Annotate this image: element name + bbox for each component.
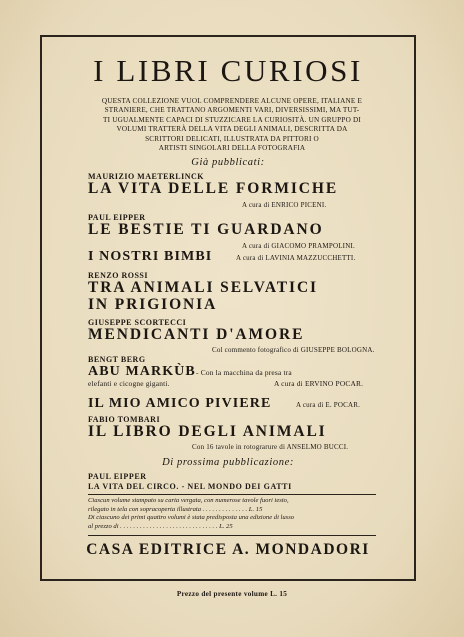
book-title: LE BESTIE TI GUARDANO: [88, 221, 324, 238]
edition-note-line: Di ciascuno dei primi quattro volumi è stata predisposta una edizione di lusso: [88, 514, 295, 522]
intro-line: SCRITTORI DELICATI, ILLUSTRATA DA PITTORI O: [145, 134, 319, 143]
book-title: ABU MARKÙB: [88, 364, 196, 379]
upcoming-heading: Di prossima pubblicazione:: [162, 457, 294, 468]
book-title: LA VITA DELLE FORMICHE: [88, 180, 339, 197]
published-heading: Già pubblicati:: [191, 157, 265, 168]
cover-content: [46, 41, 410, 575]
divider: [88, 494, 376, 495]
author-name: PAUL EIPPER: [88, 213, 146, 222]
book-curator: Con 16 tavole in rotograrure di ANSELMO BUCCI.: [192, 443, 349, 451]
intro-line: QUESTA COLLEZIONE VUOL COMPRENDERE ALCUNE OPERE, ITALIANE E: [101, 97, 363, 105]
publisher-name: CASA EDITRICE A. MONDADORI: [86, 541, 370, 558]
book-curator: A cura di E. POCAR.: [296, 401, 361, 409]
author-name: RENZO ROSSI: [88, 271, 148, 280]
divider: [88, 535, 376, 536]
edition-note-line: rilegato in tela con sopracoperta illustrata . . . . . . . . . . . . . . L. 15: [88, 505, 263, 513]
book-subtitle: - Con la macchina da presa tra: [196, 368, 292, 377]
intro-line: STRANIERE, CHE TRATTANO ARGOMENTI VARI, DIVERSISSIMI, MA TUT-: [104, 106, 360, 115]
book-curator: Col commento fotografico di GIUSEPPE BOLOGNA.: [212, 346, 375, 354]
edition-note-line: Ciascun volume stampato su carta vergata, con numerose tavole fuori testo,: [88, 497, 289, 504]
intro-line: VOLUMI TRATTERÀ DELLA VITA DEGLI ANIMALI, DESCRITTA DA: [116, 125, 348, 134]
book-title: I NOSTRI BIMBI: [88, 249, 213, 264]
edition-notes: [88, 497, 378, 531]
book-subtitle-continued: elefanti e cicogne giganti.: [88, 379, 170, 388]
book-title: IL LIBRO DEGLI ANIMALI: [88, 423, 327, 440]
collection-description: [90, 97, 374, 153]
price-note: Prezzo del presente volume L. 15: [176, 590, 288, 598]
book-title: IL MIO AMICO PIVIERE: [88, 396, 272, 411]
book-curator: A cura di GIACOMO PRAMPOLINI.: [242, 242, 355, 250]
author-name: MAURIZIO MAETERLINCK: [88, 172, 205, 181]
book-curator: A cura di LAVINIA MAZZUCCHETTI.: [236, 254, 356, 262]
author-name: BENGT BERG: [88, 355, 146, 364]
author-name: GIUSEPPE SCORTECCI: [88, 318, 187, 327]
book-curator: A cura di ENRICO PICENI.: [242, 201, 327, 209]
upcoming-titles: LA VITA DEL CIRCO. - NEL MONDO DEI GATTI: [88, 482, 292, 491]
intro-line: TI UGUALMENTE CAPACI DI STUZZICARE LA CURIOSITÀ. UN GRUPPO DI: [103, 115, 361, 124]
author-name: FABIO TOMBARI: [88, 415, 161, 424]
edition-note-line: al prezzo di . . . . . . . . . . . . . . . . . . . . . . . . . . . . . . L. 25: [88, 522, 233, 530]
book-title: TRA ANIMALI SELVATICI: [88, 279, 318, 296]
intro-line: ARTISTI SINGOLARI DELLA FOTOGRAFIA: [158, 144, 306, 153]
book-title: MENDICANTI D'AMORE: [88, 326, 305, 343]
book-curator: A cura di ERVINO POCAR.: [274, 379, 364, 388]
upcoming-author: PAUL EIPPER: [88, 472, 147, 481]
book-title-continued: IN PRIGIONIA: [88, 296, 218, 313]
collection-title: I LIBRI CURIOSI: [93, 53, 363, 88]
